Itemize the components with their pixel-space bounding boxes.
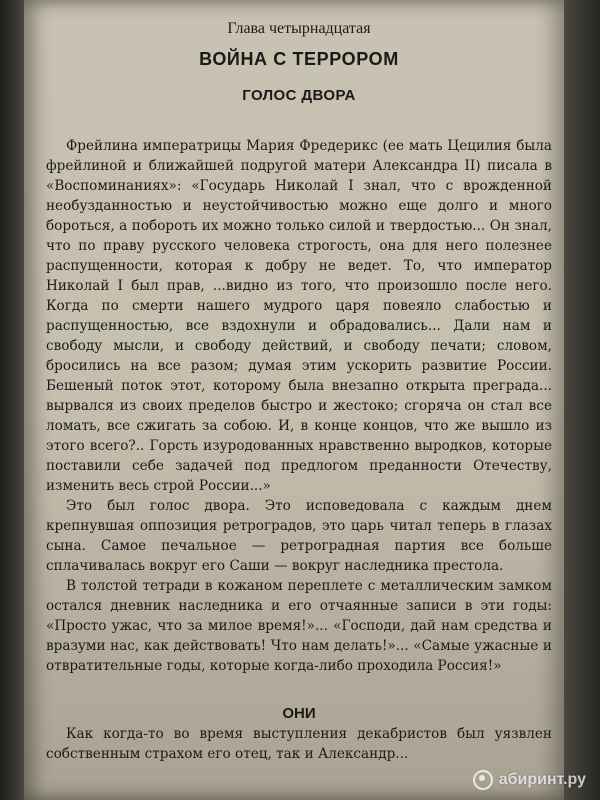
book-page [24,0,564,800]
paragraph: В толстой тетради в кожаном переплете с металлическим замком остался дневник наследника и его отчаянные записи в эти годы: «Просто ужас, что за милое время!»... «Господи, дай нам средства и вразуми нас, как действовать! Что нам делать!»... «Самые ужасные и отвратительные годы, которые когда-либо проходила Россия!» [46,578,552,674]
paragraph: Это был голос двора. Это исповедовала с каждым днем крепнувшая оппозиция ретроградов, это царь читал теперь в глазах сына. Самое печальное — ретроградная партия все больше сплачивалась вокруг его Саши — вокруг наследника престола. [46,498,552,574]
paragraph: Фрейлина императрицы Мария Фредерикс (ее мать Цецилия была фрейлиной и ближайшей подругой матери Александра II) писала в «Воспоминаниях»: «Государь Николай I знал, что с врожденной необузданностью и неустойчивостью можно еще долго и много бороться, а побороть их можно только силой и твердостью... Он знал, что по праву русского человека строгость, она для него полезнее распущенности, которая к добру не ведет. То, что император Николай I был прав, ...видно из того, что произошло после него. Когда по смерти нашего мудрого царя повеяло слабостью и распущенностью, все вздохнули и обрадовались... Дали нам и свободу мысли, и свободу действий, и свободу печати; словом, бросились на все разом; думая этим ускорить развитие России. Бешеный поток этот, которому была внезапно открыта преграда... вырвался из своих пределов быстро и жестоко; сгоряча он стал все ломать, все сжигать за собою. И, в конце концов, что же вышло из этого всего?.. Горсть изуродованных нравственно выродков, которые поставили себе задачей под предлогом преданности Отечеству, изменить весь строй России...» [46,138,552,494]
chapter-heading: Глава четырнадцатая [227,20,371,37]
page-content [46,18,552,764]
labirint-logo-icon [473,770,493,790]
section-heading: ОНИ [282,705,316,722]
watermark-text: абиринт.ру [498,771,586,788]
watermark [473,770,586,790]
section-heading: ГОЛОС ДВОРА [242,87,356,104]
chapter-title: ВОЙНА С ТЕРРОРОМ [199,49,399,69]
paragraph: Как когда-то во время выступления декабристов был уязвлен собственным страхом его отец, так и Александр... [46,726,552,762]
